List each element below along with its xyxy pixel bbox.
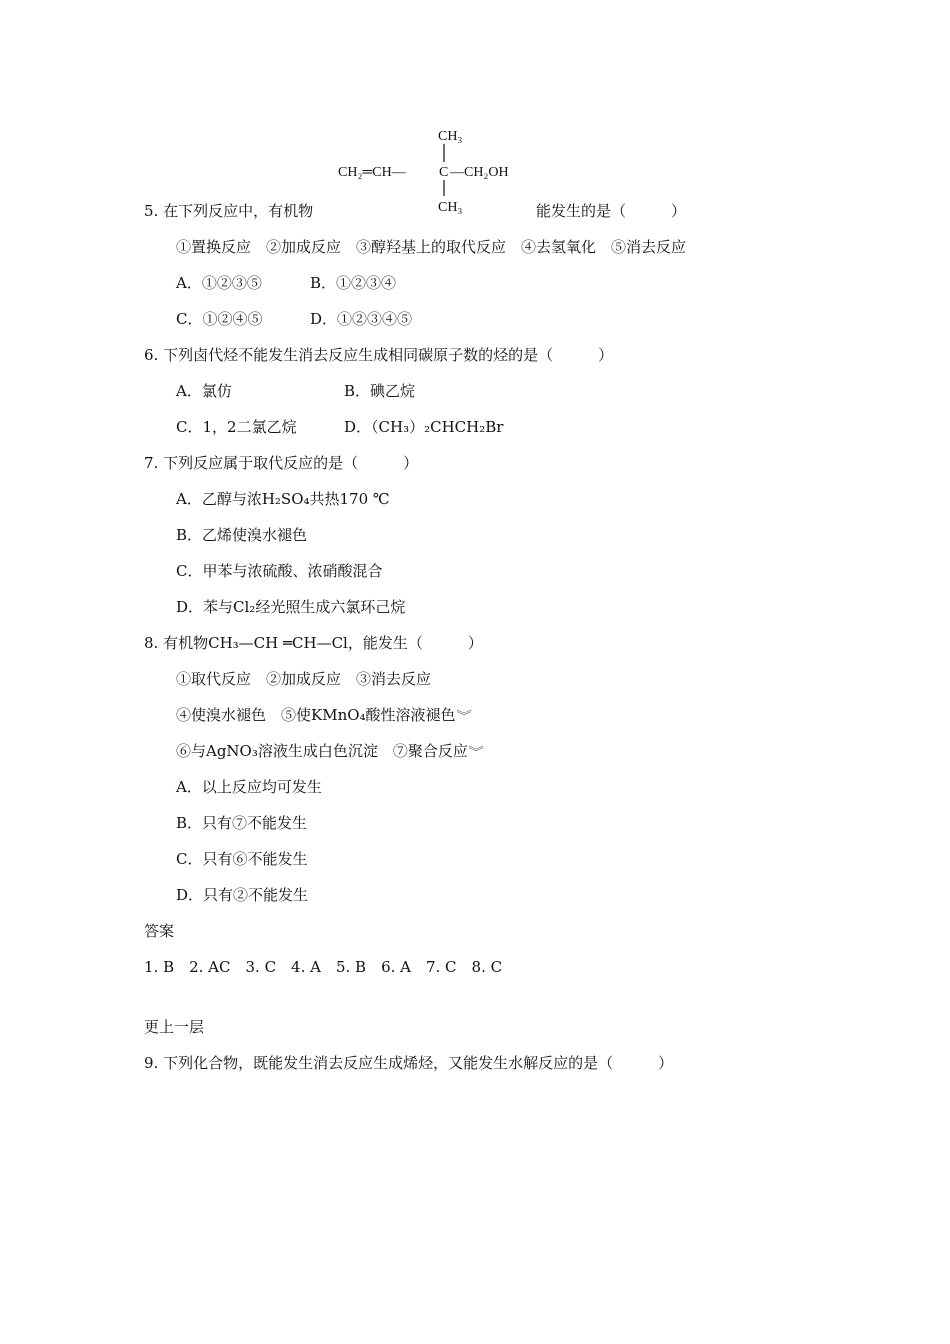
structure-center-carbon: C — [439, 165, 449, 180]
q7-option-d: D．苯与Cl₂经光照生成六氯环己烷 — [176, 598, 406, 616]
q8-line1: ①取代反应 ②加成反应 ③消去反应 — [176, 670, 432, 688]
q6-option-d: D．（CH₃）₂CHCH₂Br — [344, 418, 504, 436]
q7-text: 下列反应属于取代反应的是（ ） — [163, 454, 419, 472]
q8-line2-wrap — [176, 705, 470, 726]
chevron-down-icon: ︾ — [468, 745, 484, 759]
q6-option-a: A．氯仿 — [176, 382, 232, 400]
q5-option-a: A．①②③⑤ — [176, 274, 262, 292]
q8-line3: ⑥与AgNO₃溶液生成白色沉淀 ⑦聚合反应 — [176, 742, 468, 760]
q6-option-b: B．碘乙烷 — [344, 382, 416, 400]
answers-text: 1. B 2. AC 3. C 4. A 5. B 6. A 7. C 8. C — [144, 958, 503, 976]
q9-text: 9. 下列化合物，既能发生消去反应生成烯烃，又能发生水解反应的是（ ） — [144, 1054, 674, 1072]
q8-text: 有机物CH₃—CH ═CH—Cl，能发生（ ） — [163, 634, 483, 652]
q8-line2: ④使溴水褪色 ⑤使KMnO₄酸性溶液褪色 — [176, 706, 456, 724]
structure-top-methyl: CH₃ — [438, 129, 463, 144]
structure-chain-right: —CH₂OH — [450, 165, 509, 180]
q7-option-c: C．甲苯与浓硫酸、浓硝酸混合 — [176, 562, 383, 580]
q5-option-b: B．①②③④ — [310, 274, 397, 292]
q8-number: 8. — [144, 634, 159, 652]
q6-option-c: C．1，2二氯乙烷 — [176, 418, 297, 436]
answers-heading: 答案 — [144, 922, 175, 940]
q5-option-c: C．①②④⑤ — [176, 310, 263, 328]
q5-option-d: D．①②③④⑤ — [310, 310, 413, 328]
q7-stem — [144, 453, 418, 473]
q8-option-b: B．只有⑦不能发生 — [176, 814, 308, 832]
q7-option-a: A．乙醇与浓H₂SO₄共热170 ℃ — [176, 490, 390, 508]
q5-text-after: 能发生的是（ ） — [536, 202, 687, 220]
q8-option-a: A．以上反应均可发生 — [176, 778, 322, 796]
structural-formula — [338, 124, 538, 214]
q8-stem — [144, 633, 483, 653]
advanced-heading: 更上一层 — [144, 1018, 205, 1036]
chevron-down-icon: ︾ — [455, 709, 472, 723]
q5-text-before: 在下列反应中，有机物 — [163, 202, 314, 220]
q8-option-c: C．只有⑥不能发生 — [176, 850, 308, 868]
q8-line3-wrap — [176, 741, 482, 762]
q5-number: 5. — [144, 202, 159, 220]
q6-number: 6. — [144, 346, 159, 364]
q7-number: 7. — [144, 454, 159, 472]
structure-bottom-methyl: CH₃ — [438, 200, 463, 214]
q5-reactions: ①置换反应 ②加成反应 ③醇羟基上的取代反应 ④去氢氧化 ⑤消去反应 — [176, 238, 687, 256]
q6-text: 下列卤代烃不能发生消去反应生成相同碳原子数的烃的是（ ） — [163, 346, 614, 364]
q6-stem — [144, 345, 613, 365]
q8-option-d: D．只有②不能发生 — [176, 886, 309, 904]
structure-chain-left: CH₂═CH— — [338, 165, 406, 180]
q5-stem — [144, 201, 313, 221]
q7-option-b: B．乙烯使溴水褪色 — [176, 526, 308, 544]
